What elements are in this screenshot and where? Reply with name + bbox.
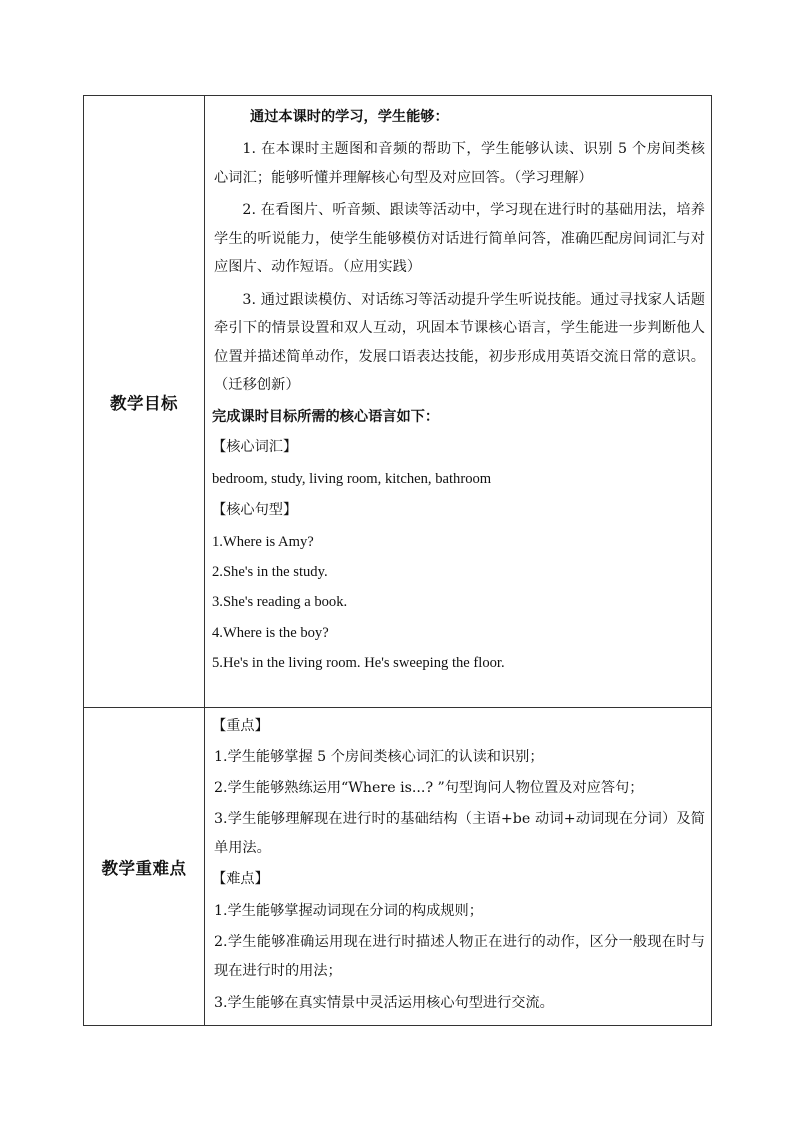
difficulty-item-1: 1.学生能够掌握动词现在分词的构成规则；	[214, 903, 483, 919]
difficulty-item-2: 2.学生能够准确运用现在进行时描述人物正在进行的动作，区分一般现在时与现在进行时的用法；	[214, 934, 705, 979]
core-sentence-4: 4.Where is the boy?	[212, 624, 329, 641]
key-points-content	[205, 708, 711, 1025]
objectives-row	[84, 96, 711, 708]
core-vocab-list: bedroom, study, living room, kitchen, bathroom	[212, 470, 492, 487]
core-sentence-1: 1.Where is Amy?	[212, 533, 314, 550]
focus-heading: 【重点】	[212, 718, 269, 734]
objective-goal-3: 3. 通过跟读模仿、对话练习等活动提升学生听说技能。通过寻找家人话题牵引下的情景设置和双人互动，巩固本节课核心语言，学生能进一步判断他人位置并描述简单动作，发展口语表达技能，初步形成用英语交流日常的意识。（迁移创新）	[214, 291, 705, 393]
core-sentences-heading: 【核心句型】	[212, 501, 298, 518]
key-points-label-cell	[84, 708, 205, 1025]
focus-item-2: 2.学生能够熟练运用“Where is...? ”句型询问人物位置及对应答句；	[214, 780, 644, 796]
lesson-plan-table	[83, 95, 712, 1026]
key-points-label: 教学重难点	[101, 858, 187, 878]
objective-goal-1: 1. 在本课时主题图和音频的帮助下，学生能够认读、识别 5 个房间类核心词汇；能够听懂并理解核心句型及对应回答。（学习理解）	[214, 141, 705, 186]
core-language-heading: 完成课时目标所需的核心语言如下：	[212, 408, 440, 425]
core-vocab-heading: 【核心词汇】	[212, 438, 298, 455]
focus-item-3: 3.学生能够理解现在进行时的基础结构（主语+be 动词+动词现在分词）及简单用法。	[214, 811, 705, 856]
objectives-content	[205, 96, 711, 707]
objectives-label-cell	[84, 96, 205, 707]
focus-item-1: 1.学生能够掌握 5 个房间类核心词汇的认读和识别；	[214, 749, 544, 765]
objectives-intro: 通过本课时的学习，学生能够：	[250, 109, 449, 125]
core-sentence-5: 5.He's in the living room. He's sweeping the floor.	[212, 654, 505, 671]
key-points-row	[84, 708, 711, 1025]
objective-goal-2: 2. 在看图片、听音频、跟读等活动中，学习现在进行时的基础用法，培养学生的听说能力，使学生能够模仿对话进行简单问答，准确匹配房间词汇与对应图片、动作短语。（应用实践）	[214, 202, 705, 275]
core-sentence-2: 2.She's in the study.	[212, 564, 328, 581]
objectives-label: 教学目标	[110, 393, 178, 413]
core-sentence-3: 3.She's reading a book.	[212, 594, 348, 611]
difficulty-heading: 【难点】	[212, 871, 269, 887]
difficulty-item-3: 3.学生能够在真实情景中灵活运用核心句型进行交流。	[214, 995, 554, 1011]
